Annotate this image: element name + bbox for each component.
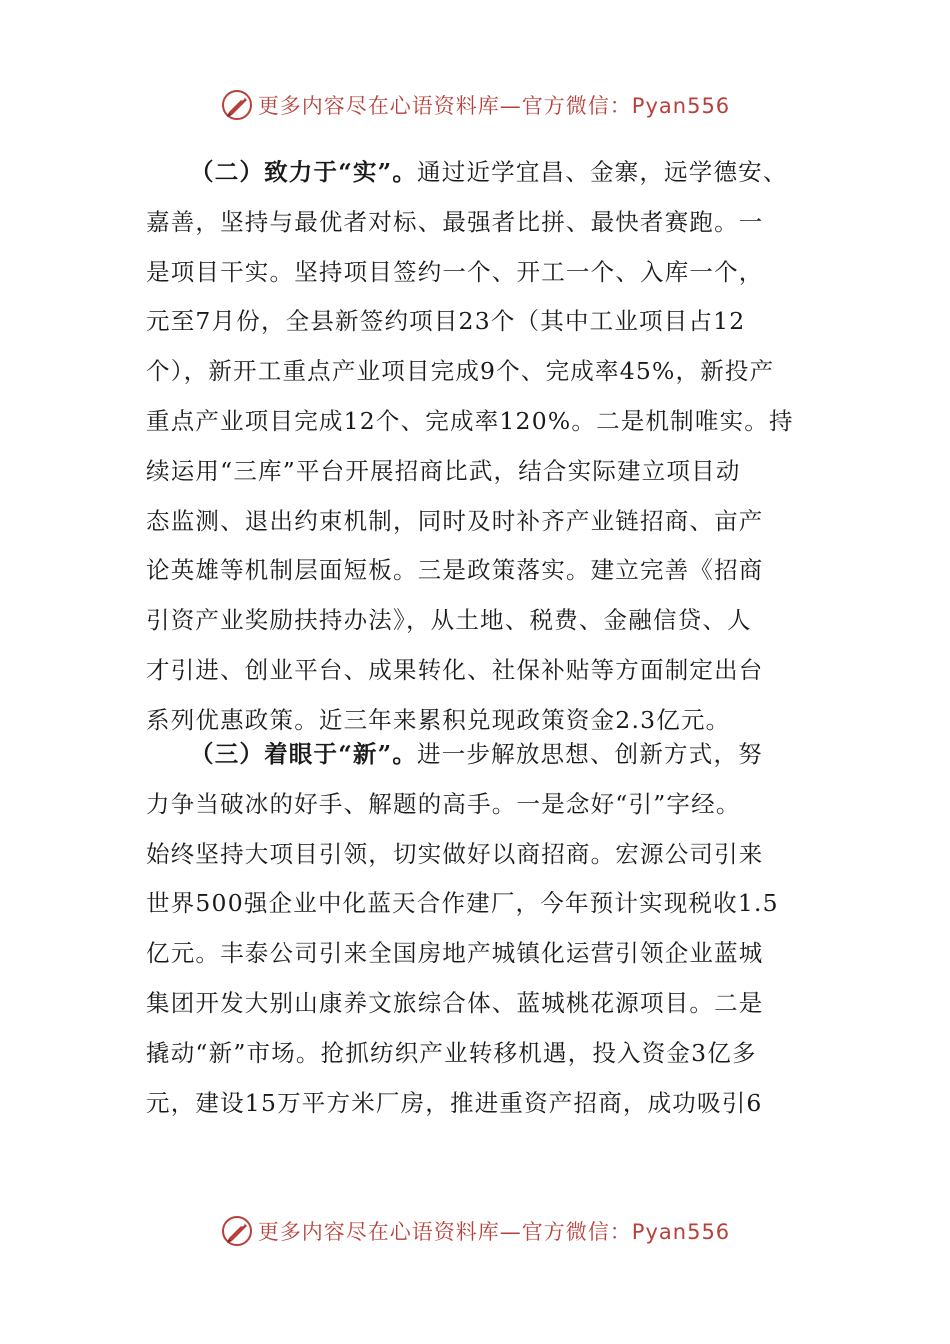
section-heading: （三）着眼于“新”。 — [190, 740, 418, 768]
text-line: 系列优惠政策。近三年来累积兑现政策资金2.3亿元。 — [146, 705, 731, 734]
text-line: 集团开发大别山康养文旅综合体、蓝城桃花源项目。二是 — [146, 988, 764, 1017]
pen-logo-icon — [220, 1214, 254, 1248]
watermark-banner-top — [0, 85, 950, 125]
text-line: 元至7月份，全县新签约项目23个（其中工业项目占12 — [146, 307, 746, 336]
paragraph-section-3 — [146, 730, 826, 1128]
text-line: 亿元。丰泰公司引来全国房地产城镇化运营引领企业蓝城 — [146, 939, 764, 968]
text-line: 论英雄等机制层面短板。三是政策落实。建立完善《招商 — [146, 556, 764, 585]
text-line: 力争当破冰的好手、解题的高手。一是念好“引”字经。 — [146, 789, 741, 818]
text-line: 引资产业奖励扶持办法》，从土地、税费、金融信贷、人 — [146, 606, 752, 635]
text-line: 嘉善，坚持与最优者对标、最强者比拼、最快者赛跑。一 — [146, 207, 764, 236]
text-line: 通过近学宜昌、金寨，远学德安、 — [417, 158, 788, 186]
section-heading: （二）致力于“实”。 — [190, 158, 418, 186]
text-line: 重点产业项目完成12个、完成率120%。二是机制唯实。持 — [146, 406, 794, 435]
text-line: 世界500强企业中化蓝天合作建厂，今年预计实现税收1.5 — [146, 889, 779, 918]
paragraph-first-line — [146, 730, 826, 780]
text-line: 态监测、退出约束机制，同时及时补齐产业链招商、亩产 — [146, 506, 764, 535]
text-line: 进一步解放思想、创新方式，努 — [417, 740, 763, 768]
text-line: 始终坚持大项目引领，切实做好以商招商。宏源公司引来 — [146, 839, 764, 868]
text-line: 是项目干实。坚持项目签约一个、开工一个、入库一个， — [146, 257, 764, 286]
watermark-banner-bottom — [0, 1211, 950, 1251]
pen-logo-icon — [220, 88, 254, 122]
paragraph-first-line — [146, 148, 826, 198]
watermark-text: 更多内容尽在心语资料库—官方微信：Pyan556 — [257, 94, 731, 118]
text-line: 续运用“三库”平台开展招商比武，结合实际建立项目动 — [146, 456, 741, 485]
paragraph-section-2 — [146, 148, 826, 746]
text-line: 撬动“新”市场。抢抓纺织产业转移机遇，投入资金3亿多 — [146, 1038, 757, 1067]
watermark-text: 更多内容尽在心语资料库—官方微信：Pyan556 — [257, 1220, 731, 1244]
text-line: 才引进、创业平台、成果转化、社保补贴等方面制定出台 — [146, 655, 764, 684]
text-line: 个），新开工重点产业项目完成9个、完成率45%，新投产 — [146, 357, 775, 386]
text-line: 元，建设15万平方米厂房，推进重资产招商，成功吸引6 — [146, 1088, 763, 1117]
